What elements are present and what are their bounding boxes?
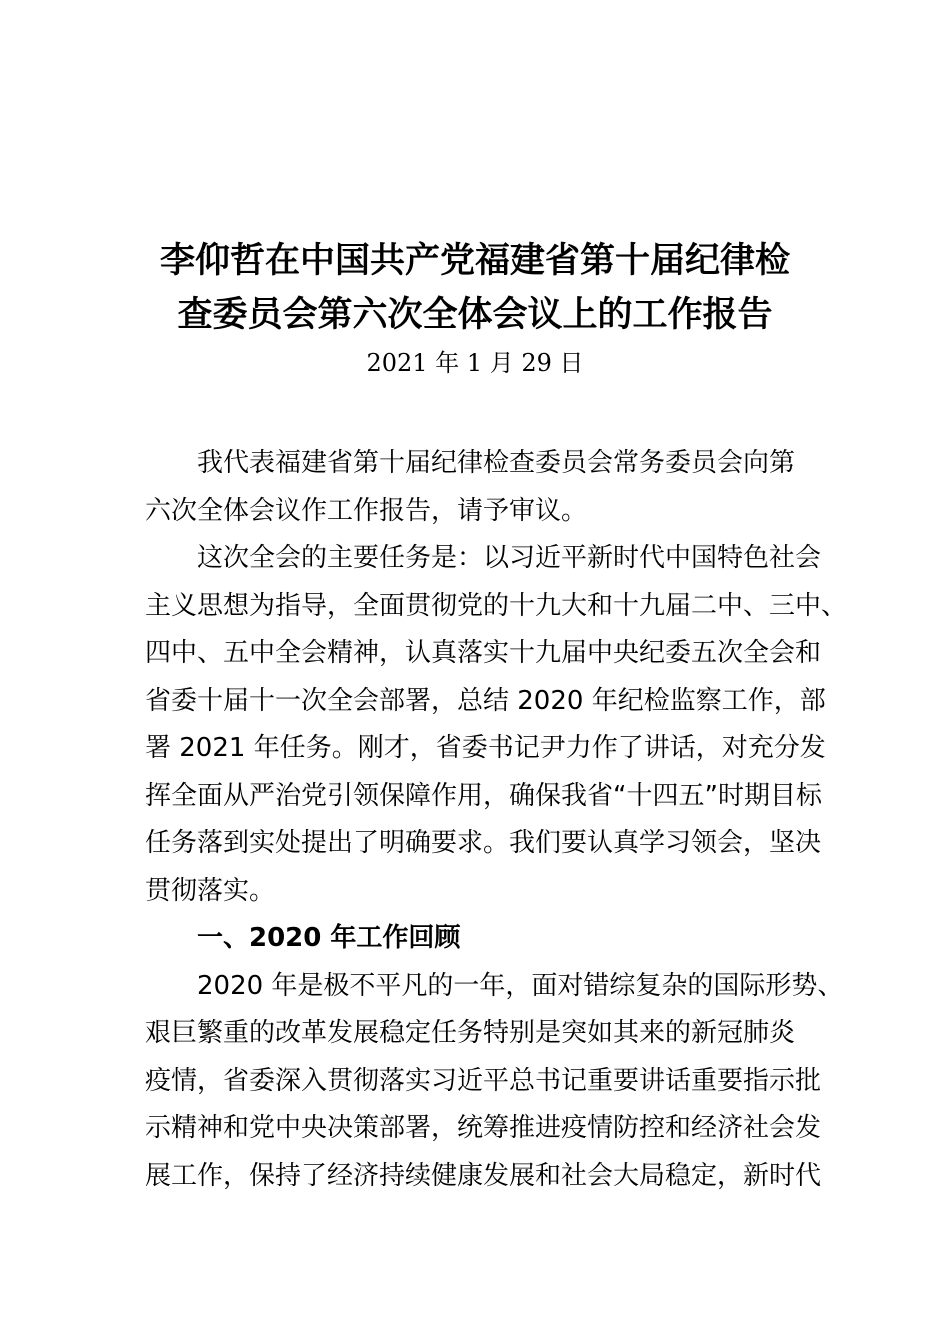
paragraph-line: 示精神和党中央决策部署，统筹推进疫情防控和经济社会发 [145, 1113, 822, 1143]
paragraph-line: 这次全会的主要任务是：以习近平新时代中国特色社会 [197, 543, 822, 573]
paragraph-line: 任务落到实处提出了明确要求。我们要认真学习领会，坚决 [145, 828, 822, 858]
paragraph-line: 四中、五中全会精神，认真落实十九届中央纪委五次全会和 [145, 638, 822, 668]
paragraph-line: 展工作，保持了经济持续健康发展和社会大局稳定，新时代 [145, 1160, 822, 1191]
document-date: 2021 年 1 月 29 日 [366, 349, 584, 377]
paragraph-line: 署 2021 年任务。刚才，省委书记尹力作了讲话，对充分发 [145, 733, 826, 763]
document-body [145, 440, 848, 1200]
document-title [140, 234, 810, 342]
paragraph-line: 我代表福建省第十届纪律检查委员会常务委员会向第 [197, 448, 796, 478]
paragraph-line: 疫情，省委深入贯彻落实习近平总书记重要讲话重要指示批 [145, 1065, 822, 1096]
paragraph-line: 主义思想为指导，全面贯彻党的十九大和十九届二中、三中、 [145, 590, 848, 621]
paragraph-line: 挥全面从严治党引领保障作用，确保我省“十四五”时期目标 [145, 780, 822, 811]
title-line-1: 李仰哲在中国共产党福建省第十届纪律检 [159, 241, 790, 281]
paragraph-line: 省委十届十一次全会部署，总结 2020 年纪检监察工作，部 [145, 685, 826, 716]
paragraph-line: 2020 年是极不平凡的一年，面对错综复杂的国际形势、 [197, 970, 844, 1001]
section-heading: 一、2020 年工作回顾 [197, 923, 461, 953]
paragraph-line: 艰巨繁重的改革发展稳定任务特别是突如其来的新冠肺炎 [145, 1018, 796, 1048]
title-line-2: 查委员会第六次全体会议上的工作报告 [177, 295, 773, 335]
paragraph-line: 六次全体会议作工作报告，请予审议。 [145, 495, 588, 526]
paragraph-line: 贯彻落实。 [145, 875, 276, 906]
